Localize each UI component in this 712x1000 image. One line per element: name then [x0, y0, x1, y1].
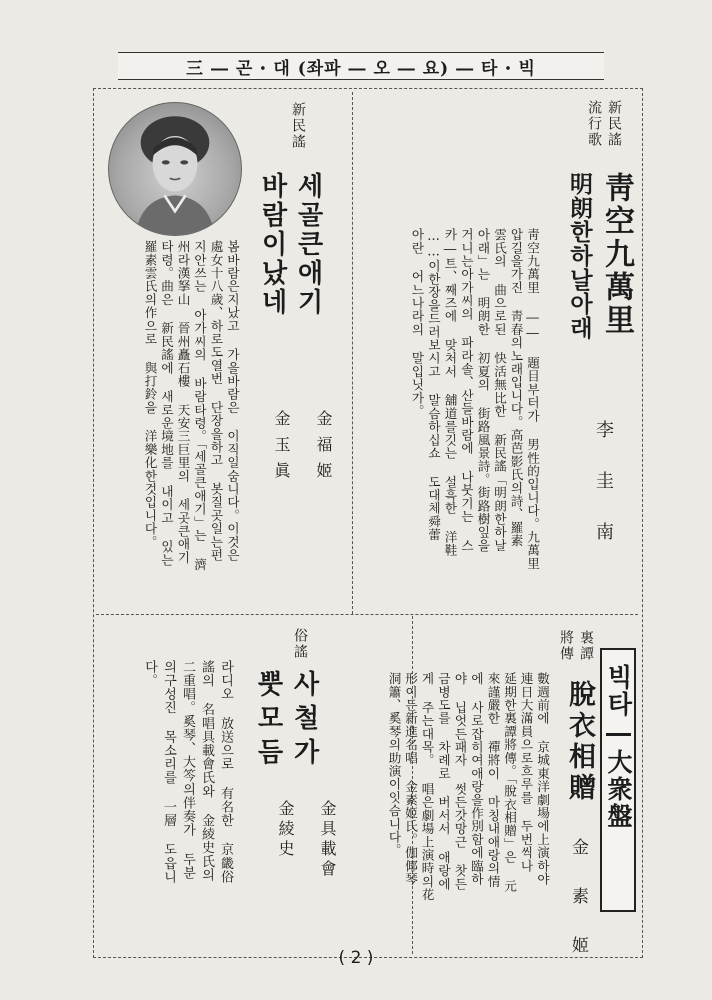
page-number: ( 2 ): [338, 948, 374, 968]
article2-body-line: 州라漢拏山 晉州矗石樓 天安三巨里의 세곳큰애기: [175, 240, 191, 564]
article1-body-line: 아래」는 明朗한 初夏의 街路風景詩。街路樹잎을: [475, 228, 491, 552]
article1-category-1: 新民謠: [606, 100, 622, 148]
article2-author-1: 金福姬: [314, 410, 333, 488]
article1-subtitle: 明朗한하날아래: [566, 172, 593, 340]
article1-body-line: 카―트、째즈에 맞처서 舖道를깃는 설흑한 洋鞋: [442, 228, 458, 557]
singer-portrait: [108, 102, 242, 236]
article4-author-1: 金具載會: [318, 800, 337, 880]
box-heading: 빅타―大衆盤: [604, 664, 633, 830]
article4-category: 俗謠: [292, 628, 308, 660]
article3-author: 金 素 姬: [568, 838, 588, 959]
article4-body-line: 다。: [142, 660, 157, 688]
article2-category: 新民謠: [290, 102, 306, 150]
article3-body-line: 에 사로잡히여애랑을作別함에臨하: [469, 672, 484, 886]
article1-body-line: 거니는아가씨의 파라솔、산들바람에 나붓기는 스: [459, 228, 474, 552]
article3-body-line: 延期한裏譚將傳。「脫衣相贈」은 元: [502, 672, 517, 893]
article1-body-line: 압길을가진 靑春의노래입니다。高芭影氏의詩、羅素: [508, 228, 524, 548]
article1-body-line: ……이한장을드러보시고 말슴하십쇼 도대체舜蕾: [426, 228, 441, 542]
article3-body-line: 來謹嚴한 禪將이 마칭내애랑의情: [485, 672, 501, 888]
article3-body: [386, 672, 550, 952]
article1-title: 靑空九萬里: [599, 172, 634, 337]
article1-category-2: 流行歌: [586, 100, 602, 148]
article2-body-line: 지안쓰는 아가씨의 바람타령。「세골큰애기」는 濟: [192, 240, 207, 571]
article3-body-line: 금병도를 차례로 버서서 애랑에: [436, 672, 451, 891]
column-divider-top: [352, 92, 353, 614]
article2-author-2: 金玉眞: [272, 410, 291, 488]
article2-body-line: 봄바람은지났고 가을바람은 이직일숨니다。이것은: [225, 240, 240, 562]
article1-body-line: 아란 어느나라의 말입닛가。: [409, 228, 425, 418]
header-strip: [118, 52, 604, 80]
article4-body-line: 의구성진 목소리를 一層 도읍니: [161, 660, 176, 884]
victor-popular-record-box: [600, 648, 636, 912]
article1-body-line: 雲氏의 曲으로된 快活無比한 新民謠「明朗한하날: [492, 228, 507, 552]
article3-body-line: 形이든新進名唱 金素姬氏。伽倻琴: [403, 672, 418, 886]
article2-body: [100, 240, 240, 600]
article3-category-1: 裏譚: [578, 630, 594, 662]
article4-body-line: 라디오 放送으로 有名한 京畿俗: [218, 660, 233, 884]
article1-body: [362, 228, 540, 598]
article3-body-line: 야 닙엇든패자 썻든갓망근 찻든: [452, 672, 468, 891]
article4-title-2: 뿟모듬: [253, 670, 283, 772]
article3-category-2: 將傳: [558, 630, 574, 662]
article3-body-line: 게 주는대목。 唱은劇場上演時의花: [419, 672, 435, 902]
article1-body-line: 靑空九萬里 ―― 題目부터가 男性的입니다。九萬里: [525, 228, 540, 570]
header-top-rule: [118, 52, 604, 53]
header-bottom-rule: [118, 79, 604, 80]
article3-body-line: 數週前에 京城東洋劇場에上演하야: [535, 672, 550, 886]
article4-body-line: 二重唱。奚琴、大笒의伴奏가 두분: [180, 660, 195, 880]
article3-body-line: 連日大滿員으로흐루를 두번씩나: [518, 672, 534, 873]
article3-title: 脫衣相贈: [564, 680, 595, 804]
article2-title-2: 바람이났네: [257, 172, 287, 317]
article2-body-line: 處女十八歲、하로도열번 단장을하고 봇질곳일는펀: [208, 240, 224, 562]
article4-body: [130, 660, 235, 940]
article1-author: 李 圭 南: [593, 420, 614, 546]
article2-body-line: 타령。曲은 新民謠에 새로운境地를 내이고 있는: [159, 240, 174, 567]
article2-body-line: 羅素雲氏의作으로 與打鈴을 洋樂化한것입니다。: [142, 240, 158, 549]
portrait-illustration: [109, 103, 241, 235]
header-text: 三 ― 곤 ꞏ 대 (좌파 ― 오 ― 요) ― 타 ꞏ 빅: [186, 58, 536, 79]
article4-author-2: 金綾史: [276, 800, 295, 860]
article2-title-1: 세골큰애기: [293, 172, 323, 317]
row-divider: [96, 614, 638, 615]
article4-title-1: 사철가: [289, 670, 319, 772]
article4-body-line: 謠의 名唱具載會氏와 金綾史氏의: [199, 660, 214, 882]
article3-body-line: 洞簫、奚琴의助演이잇슴니다。: [386, 672, 402, 857]
